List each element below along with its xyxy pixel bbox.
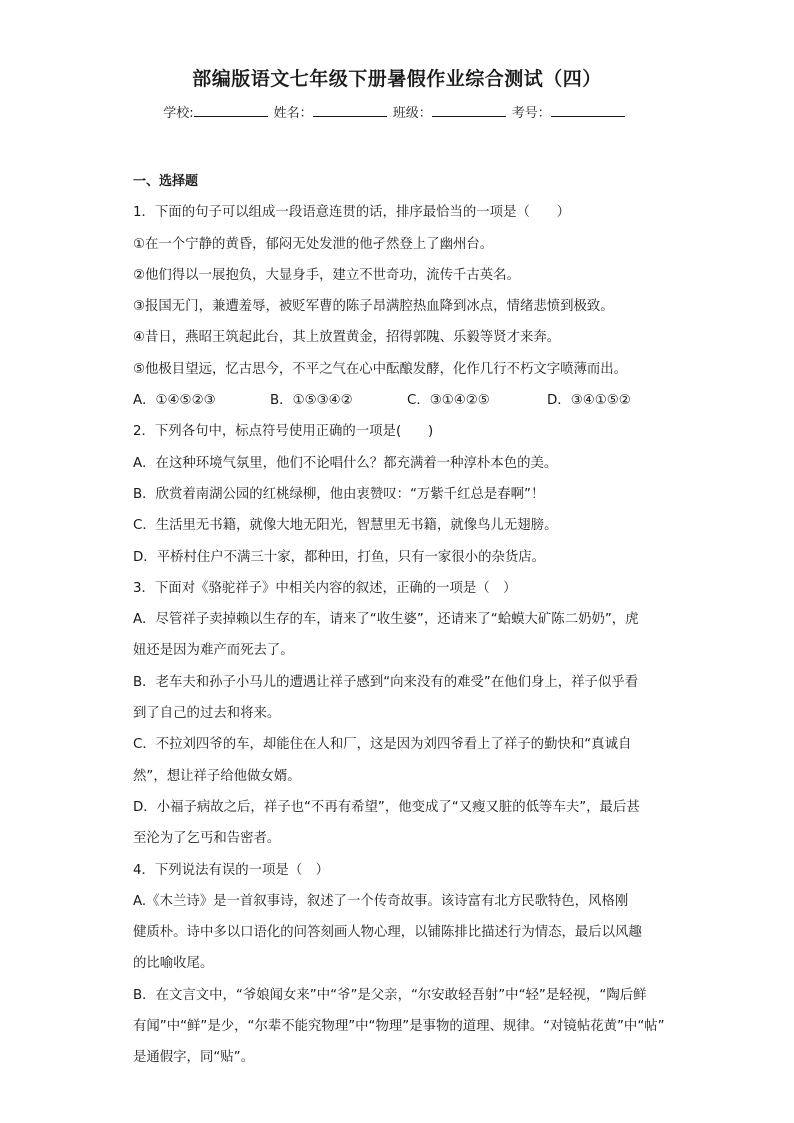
q2-option-d[interactable]: D．平桥村住户不满三十家，都种田，打鱼，只有一家很小的杂货店。 <box>133 549 546 565</box>
q4-stem: 4．下列说法有误的一项是（ ） <box>133 862 329 878</box>
q1-sentence-4: ④昔日，燕昭王筑起此台，其上放置黄金，招得郭隗、乐毅等贤才来奔。 <box>133 330 561 346</box>
exam-no-label: 考号： <box>511 106 551 121</box>
school-blank[interactable] <box>194 103 268 117</box>
q4-option-a-line2[interactable]: 健质朴。诗中多以口语化的问答刻画人物心理，以铺陈排比描述行为情态，最后以风趣 <box>133 925 642 941</box>
name-blank[interactable] <box>313 103 387 117</box>
q2-option-b[interactable]: B．欣赏着南湖公园的红桃绿柳，他由衷赞叹：“万紫千红总是春啊”！ <box>133 486 545 502</box>
q2-option-a[interactable]: A．在这种环境气氛里，他们不论唱什么？都充满着一种淳朴本色的美。 <box>133 455 558 471</box>
q3-option-d-line1[interactable]: D．小福子病故之后，祥子也“不再有希望”，他变成了“又瘦又脏的低等车夫”，最后甚 <box>133 799 640 815</box>
q3-option-a-line2[interactable]: 妞还是因为难产而死去了。 <box>133 643 294 659</box>
q2-stem: 2．下列各句中，标点符号使用正确的一项是( ) <box>133 424 434 440</box>
q4-option-a-line1[interactable]: A.《木兰诗》是一首叙事诗，叙述了一个传奇故事。该诗富有北方民歌特色，风格刚 <box>133 893 629 909</box>
q3-option-d-line2[interactable]: 至沦为了乞丐和告密者。 <box>133 831 281 847</box>
student-info-line <box>0 102 794 121</box>
class-label: 班级： <box>392 106 432 121</box>
q1-sentence-5: ⑤他极目望远，忆古思今，不平之气在心中酝酿发酵，化作几行不朽文字喷薄而出。 <box>133 361 628 377</box>
q2-option-c[interactable]: C．生活里无书籍，就像大地无阳光，智慧里无书籍，就像鸟儿无翅膀。 <box>133 518 558 534</box>
q1-option-c[interactable]: C．③①④②⑤ <box>407 393 490 409</box>
exam-no-blank[interactable] <box>551 103 625 117</box>
name-label: 姓名： <box>273 106 313 121</box>
q4-option-b-line3[interactable]: 是通假字，同“贴”。 <box>133 1050 254 1066</box>
q3-option-b-line1[interactable]: B．老车夫和孙子小马儿的遭遇让祥子感到“向来没有的难受”在他们身上，祥子似乎看 <box>133 674 639 690</box>
q3-option-a-line1[interactable]: A．尽管祥子卖掉赖以生存的车，请来了“收生婆”，还请来了“蛤蟆大矿陈二奶奶”，虎 <box>133 612 639 628</box>
q1-sentence-3: ③报国无门，兼遭羞辱，被贬军曹的陈子昂满腔热血降到冰点，情绪悲愤到极致。 <box>133 299 614 315</box>
q4-option-b-line1[interactable]: B．在文言文中，“爷娘闻女来”中“爷”是父亲，“尔安敢轻吾射”中“轻”是轻视，“陶后鲜 <box>133 987 647 1003</box>
q1-option-a[interactable]: A．①④⑤②③ <box>133 393 216 409</box>
q3-stem: 3．下面对《骆驼祥子》中相关内容的叙述，正确的一项是（ ） <box>133 580 517 596</box>
q4-option-a-line3[interactable]: 的比喻收尾。 <box>133 956 214 972</box>
q3-option-c-line2[interactable]: 然”，想让祥子给他做女婿。 <box>133 768 301 784</box>
q4-option-b-line2[interactable]: 有闻”中“鲜”是少，“尔辈不能究物理”中“物理”是事物的道理、规律。“对镜帖花黄”中“帖” <box>133 1019 665 1035</box>
q1-sentence-1: ①在一个宁静的黄昏，郁闷无处发泄的他孑然登上了幽州台。 <box>133 236 494 252</box>
school-label: 学校: <box>163 106 194 121</box>
q1-sentence-2: ②他们得以一展抱负，大显身手，建立不世奇功，流传千古英名。 <box>133 267 520 283</box>
section-heading: 一、选择题 <box>133 174 199 189</box>
q1-option-d[interactable]: D．③④①⑤② <box>547 393 631 409</box>
q1-options <box>133 385 673 416</box>
q1-option-b[interactable]: B．①⑤③④② <box>270 393 353 409</box>
q3-option-c-line1[interactable]: C．不拉刘四爷的车，却能住在人和厂，这是因为刘四爷看上了祥子的勤快和“真诚自 <box>133 737 632 753</box>
question-content <box>133 166 673 1074</box>
page-title: 部编版语文七年级下册暑假作业综合测试（四） <box>192 68 602 90</box>
q1-stem: 1．下面的句子可以组成一段语意连贯的话，排序最恰当的一项是（ ） <box>133 205 571 221</box>
class-blank[interactable] <box>432 103 506 117</box>
q3-option-b-line2[interactable]: 到了自己的过去和将来。 <box>133 706 281 722</box>
